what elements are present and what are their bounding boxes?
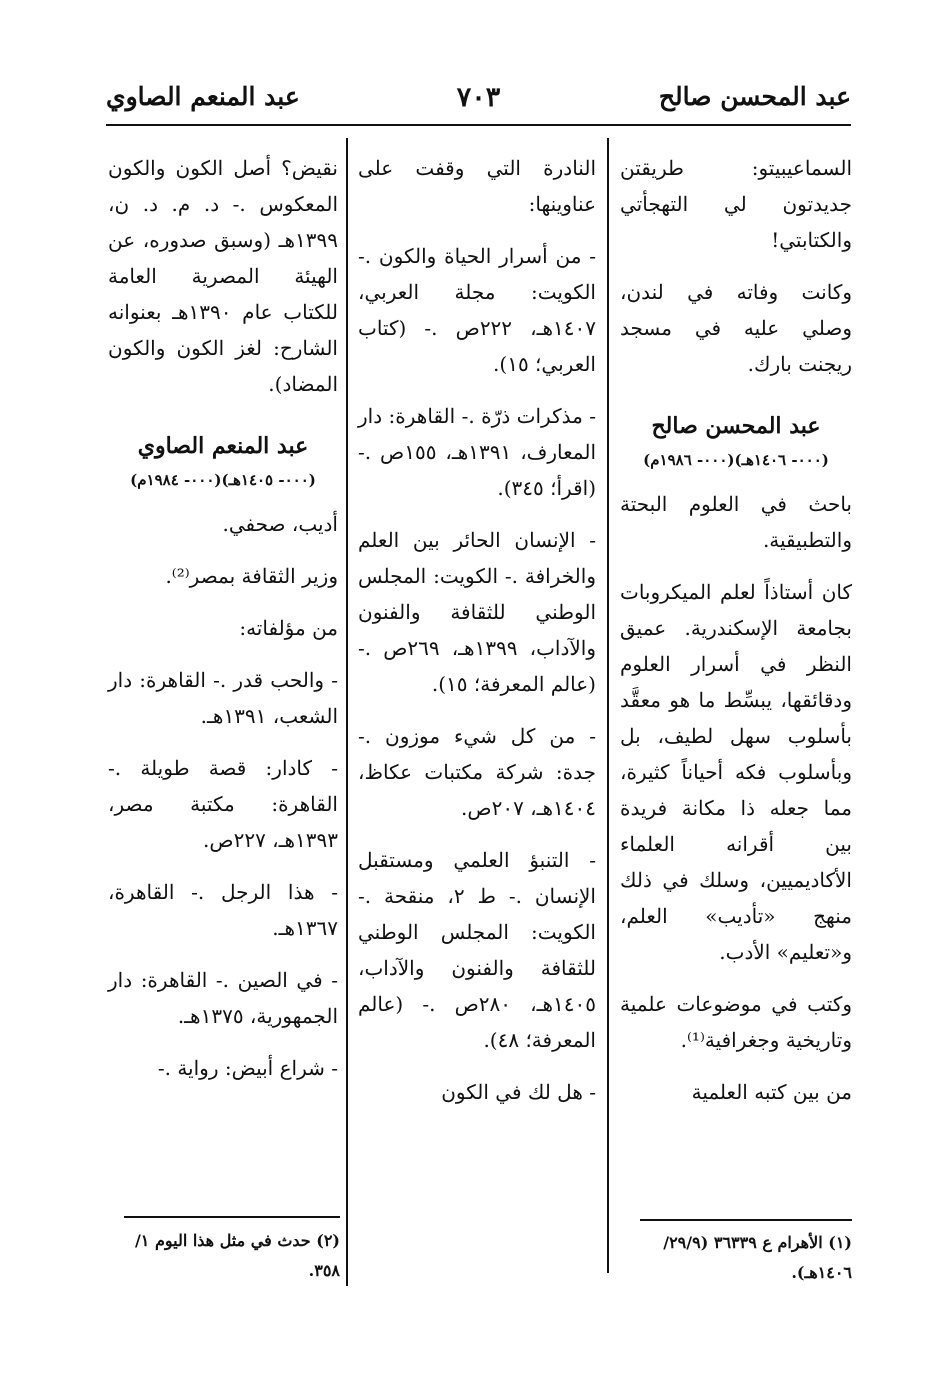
header-left-title: عبد المنعم الصاوي (106, 82, 300, 111)
footnote: (١) الأهرام ع ٣٦٣٣٩ (٢٩/٩/ ١٤٠٦هـ). (663, 1233, 852, 1282)
list-item: - الإنسان الحائر بين العلم والخرافة .- الكويت: المجلس الوطني للثقافة والفنون والآداب، ١٣٩٩هـ، ٢٦٩ص .- (عالم المعرفة؛ ١٥). (358, 528, 597, 696)
column-left (108, 150, 338, 1102)
column-middle (358, 150, 596, 1126)
paragraph: من بين كتبه العلمية (691, 1080, 852, 1104)
list-item: - من أسرار الحياة والكون .- الكويت: مجلة العربي، ١٤٠٧هـ، ٢٢٢ص .- (كتاب العربي؛ ١٥). (358, 244, 596, 376)
paragraph: النادرة التي وقفت على عناوينها: (358, 156, 596, 216)
page-number: ٧٠٣ (456, 82, 501, 113)
paragraph: من مؤلفاته: (239, 616, 338, 640)
paragraph: كان أستاذاً لعلم الميكروبات بجامعة الإسكندرية. عميق النظر في أسرار العلوم ودقائقها، يبسِّط ما هو معقَّد بأسلوب سهل لطيف، بل وبأسلوب فكه أحياناً كثيرة، مما جعله ذا مكانة فريدة بين أقرانه العلماء الأكاديميين، وسلك في ذلك منهج «تأديب» العلم، و«تعليم» الأدب. (620, 580, 852, 964)
list-item: - في الصين .- القاهرة: دار الجمهورية، ١٣٧٥هـ. (108, 968, 338, 1028)
paragraph: وزير الثقافة بمصر⁽²⁾. (165, 564, 338, 588)
column-right (620, 150, 852, 1126)
footnote-rule (640, 1219, 852, 1221)
list-item: - كادار: قصة طويلة .- القاهرة: مكتبة مصر، ١٣٩٣هـ، ٢٢٧ص. (108, 756, 338, 852)
page-header (106, 80, 851, 126)
list-item: - التنبؤ العلمي ومستقبل الإنسان .- ط ٢، منقحة .- الكويت: المجلس الوطني للثقافة والفنون والآداب، ١٤٠٥هـ، ٢٨٠ص .- (عالم المعرفة؛ ٤٨). (358, 848, 596, 1052)
entry-title: عبد المنعم الصاوي (137, 433, 309, 459)
list-item: - والحب قدر .- القاهرة: دار الشعب، ١٣٩١هـ. (108, 668, 338, 728)
entry-title: عبد المحسن صالح (651, 413, 821, 439)
column-divider (607, 138, 609, 1273)
paragraph: وكتب في موضوعات علمية وتاريخية وجغرافية⁽¹⁾. (620, 992, 852, 1052)
paragraph: نقيض؟ أصل الكون والكون المعكوس .- د. م. د. ن، ١٣٩٩هـ (وسبق صدوره، عن الهيئة المصرية العامة للكتاب عام ١٣٩٠هـ بعنوانه الشارح: لغز الكون والكون المضاد). (108, 156, 338, 396)
paragraph: أديب، صحفي. (222, 512, 338, 536)
paragraph: باحث في العلوم البحتة والتطبيقية. (620, 492, 852, 552)
entry-dates: (٠٠٠- ١٤٠٦هـ)(٠٠٠- ١٩٨٦م) (643, 451, 829, 469)
list-item: - هذا الرجل .- القاهرة، ١٣٦٧هـ. (108, 880, 338, 940)
entry-dates: (٠٠٠- ١٤٠٥هـ)(٠٠٠- ١٩٨٤م) (130, 471, 316, 489)
column-divider (346, 138, 348, 1286)
list-item: - من كل شيء موزون .- جدة: شركة مكتبات عكاظ، ١٤٠٤هـ، ٢٠٧ص. (358, 724, 596, 820)
list-item: - مذكرات ذرّة .- القاهرة: دار المعارف، ١٣٩١هـ، ١٥٥ص .- (اقرأ؛ ٣٤٥). (358, 404, 597, 500)
header-right-title: عبد المحسن صالح (658, 82, 851, 111)
footnote: (٢) حدث في مثل هذا اليوم ١/ ٣٥٨. (134, 1231, 340, 1280)
footnote-rule (124, 1216, 340, 1218)
list-item: - شراع أبيض: رواية .- (157, 1056, 338, 1080)
paragraph: وكانت وفاته في لندن، وصلي عليه في مسجد ريجنت بارك. (620, 280, 852, 376)
paragraph: السماعيبيتو: طريقتن جديدتون لي التهجأتي والكتابتي! (620, 156, 852, 252)
list-item: - هل لك في الكون (441, 1080, 596, 1104)
